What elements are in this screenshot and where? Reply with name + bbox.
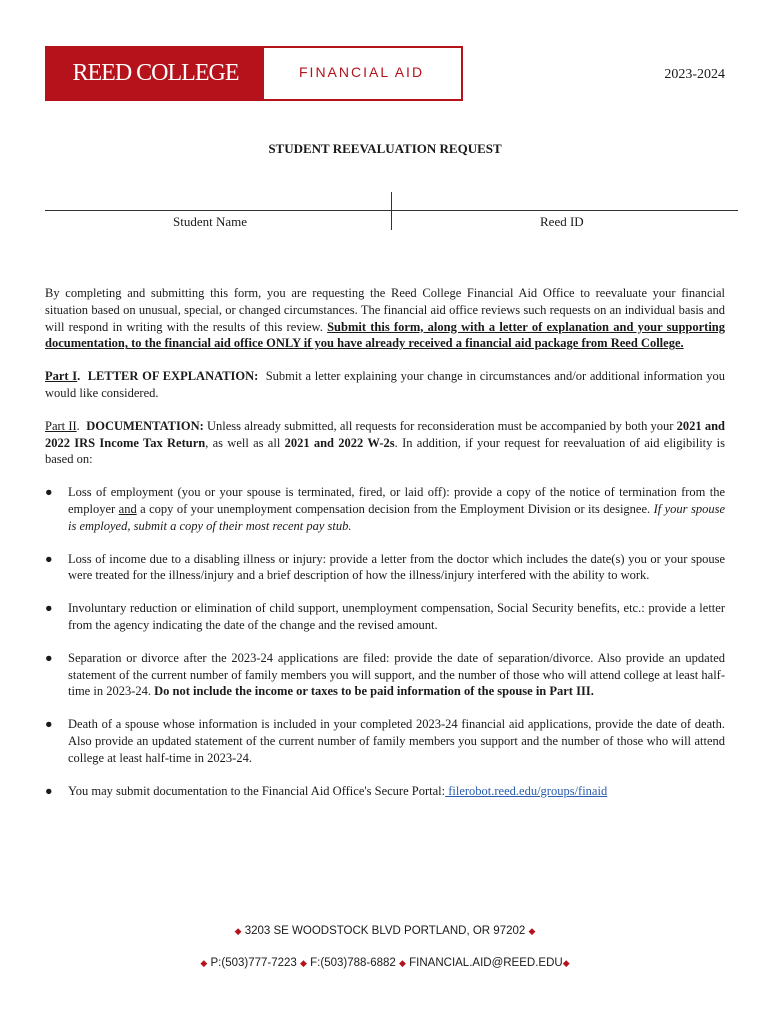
list-item	[45, 783, 725, 800]
part-1-label: Part I	[45, 369, 78, 384]
bullet-icon: ●	[45, 783, 53, 798]
diamond-icon: ◆	[234, 926, 242, 936]
bullet-icon: ●	[45, 601, 53, 616]
diamond-icon: ◆	[399, 958, 406, 968]
bullet-icon: ●	[45, 650, 53, 665]
bullet-3-text: Involuntary reduction or elimination of child support, unemployment compensation, Social Security benefits, etc.: provide a letter from the agency indicating the date of the change and the revised amount.	[68, 601, 725, 632]
intro-emphasis: Submit this form, along with a letter of explanation and your supporting documentation, to the financial aid office ONLY if you have already received a financial aid package from Reed College.	[45, 319, 725, 351]
bullet-1-and: and	[118, 501, 137, 516]
footer-fax: F:(503)788-6882	[310, 957, 396, 969]
bullet-4-text: Separation or divorce after the 2023-24 applications are filed: provide the date of separation/divorce. Also provide an updated statement of the current number of family members you will support, and the number of those who will attend college at least half-time in 2023-24.	[68, 650, 725, 699]
part-2-tax-return: 2021 and 2022 IRS Income Tax Return	[45, 418, 725, 450]
list-item	[45, 600, 725, 634]
office-name: FINANCIAL AID	[299, 64, 425, 80]
form-title: STUDENT REEVALUATION REQUEST	[268, 141, 502, 156]
part-1-paragraph: Part I. LETTER OF EXPLANATION: Submit a letter explaining your change in circumstances and/or additional information you would like considered.	[45, 369, 726, 400]
circumstance-list	[45, 484, 725, 799]
form-body	[45, 285, 725, 815]
reed-id-label: Reed ID	[540, 214, 584, 229]
student-name-label: Student Name	[173, 214, 248, 229]
signature-divider	[391, 192, 392, 230]
intro-paragraph	[45, 285, 725, 352]
list-item	[45, 484, 725, 534]
bullet-1-text: Loss of employment (you or your spouse is terminated, fired, or laid off): provide a copy of the notice of termination from the employer	[68, 485, 725, 516]
part-2-paragraph: Part II. DOCUMENTATION: Unless already submitted, all requests for reconsideration must be accompanied by both your 2021 and 2022 IRS Income Tax Return, as well as all 2021 and 2022 W-2s. In addition, if your request for reevaluation of aid eligibility is based on:	[45, 418, 726, 467]
footer-phone: P:(503)777-7223	[210, 957, 297, 969]
part-2-heading: DOCUMENTATION:	[86, 418, 204, 433]
footer-email: FINANCIAL.AID@REED.EDU	[409, 957, 563, 969]
bullet-icon: ●	[45, 485, 53, 500]
list-item	[45, 650, 725, 700]
diamond-icon: ◆	[562, 958, 570, 968]
part-2-w2s: 2021 and 2022 W-2s	[284, 435, 395, 450]
part-1-text: Submit a letter explaining your change in circumstances and/or additional information you would like considered.	[45, 369, 726, 400]
bullet-4-note: Do not include the income or taxes to be paid information of the spouse in Part III.	[154, 684, 594, 699]
part-2-text: Unless already submitted, all requests for reconsideration must be accompanied by both your	[207, 418, 677, 433]
list-item	[45, 551, 725, 585]
bullet-icon: ●	[45, 551, 53, 566]
reed-college-logo: REED COLLEGE	[47, 48, 264, 99]
footer-address: 3203 SE WOODSTOCK BLVD PORTLAND, OR 97202	[244, 925, 526, 937]
intro-text: By completing and submitting this form, you are requesting the Reed College Financial Aid Office to reevaluate your financial situation based on unusual, special, or changed circumstances. The financial aid office reviews such requests on an individual basis and will respond in writing with the results of this review.	[45, 286, 725, 334]
footer-contact-line	[0, 957, 770, 969]
academic-year: 2023-2024	[664, 67, 725, 82]
bullet-1-text-2: a copy of your unemployment compensation decision from the Employment Division or its designee.	[136, 501, 654, 516]
part-2-text-2: , as well as all	[205, 435, 285, 450]
diamond-icon: ◆	[200, 958, 208, 968]
secure-portal-link[interactable]: filerobot.reed.edu/groups/finaid	[445, 783, 608, 798]
part-1-heading: LETTER OF EXPLANATION:	[87, 369, 259, 384]
bullet-5-text: Death of a spouse whose information is included in your completed 2023-24 financial aid applications, provide the date of death. Also provide an updated statement of the current number of family members you support and the number of those who will attend college at least half-time in 2023-24.	[68, 717, 725, 765]
bullet-2-text: Loss of income due to a disabling illness or injury: provide a letter from the doctor which includes the date(s) you or your spouse were treated for the illness/injury and a brief description of how the illness/injury interfered with the ability to work.	[68, 551, 725, 583]
letterhead	[45, 46, 463, 101]
part-2-label: Part II	[45, 418, 77, 433]
diamond-icon: ◆	[528, 926, 536, 936]
bullet-icon: ●	[45, 717, 53, 732]
part-2-text-3: . In addition, if your request for reevaluation of aid eligibility is based on:	[45, 435, 726, 467]
bullet-6-text: You may submit documentation to the Financial Aid Office's Secure Portal:	[68, 783, 446, 798]
diamond-icon: ◆	[300, 958, 307, 968]
list-item	[45, 716, 725, 766]
bullet-1-note: If your spouse is employed, submit a copy of their most recent pay stub.	[68, 501, 725, 533]
footer-address-line	[0, 925, 770, 937]
